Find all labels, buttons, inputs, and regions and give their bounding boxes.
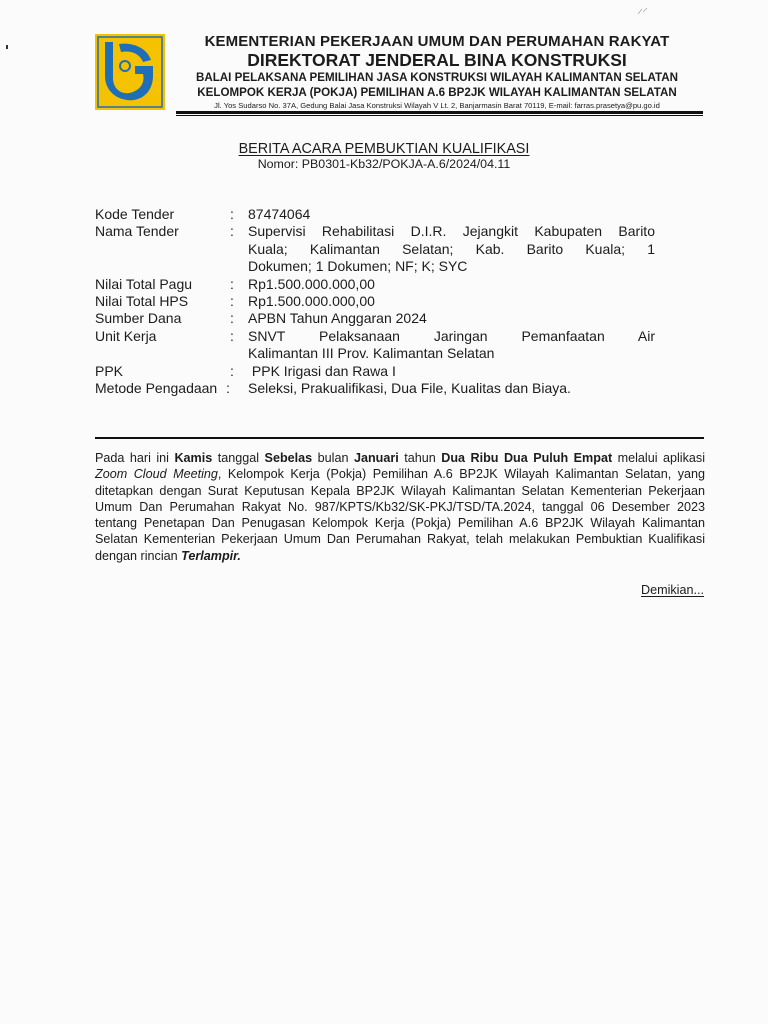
info-key: Kode Tender — [95, 206, 175, 222]
info-key: PPK — [95, 362, 124, 379]
info-value-line: SNVT Pelaksanaan Jaringan Pemanfaatan Air — [248, 327, 655, 344]
meeting-day: Kamis — [174, 451, 213, 465]
paragraph-text: melalui aplikasi — [612, 451, 706, 465]
info-separator: : — [230, 362, 234, 379]
info-value: Rp1.500.000.000,00 — [248, 275, 375, 292]
info-value — [248, 223, 655, 275]
pupr-logo-icon — [95, 34, 165, 110]
info-value-line: Supervisi Rehabilitasi D.I.R. Jejangkit Kabupaten Barito — [248, 223, 655, 240]
info-key: Nilai Total Pagu — [95, 275, 193, 292]
info-row — [95, 293, 655, 310]
meeting-app: Zoom Cloud Meeting — [95, 467, 218, 482]
info-separator: : — [230, 206, 234, 222]
info-row — [95, 363, 655, 380]
info-row — [95, 276, 655, 293]
info-value-line: Dokumen; 1 Dokumen; NF; K; SYC — [248, 258, 468, 275]
info-separator: : — [230, 223, 234, 240]
meeting-year: Dua Ribu Dua Puluh Empat — [441, 451, 613, 465]
info-separator: : — [226, 380, 230, 397]
info-key: Nama Tender — [95, 223, 179, 240]
document-heading: BERITA ACARA PEMBUKTIAN KUALIFIKASI — [238, 141, 530, 157]
document-number: Nomor: PB0301-Kb32/POKJA-A.6/2024/04.11 — [257, 157, 511, 171]
directorate-name: DIREKTORAT JENDERAL BINA KONSTRUKSI — [247, 50, 627, 70]
closing-text: Demikian... — [641, 583, 704, 597]
info-row — [95, 380, 655, 397]
letterhead-divider-thin — [176, 115, 703, 116]
working-group-name: KELOMPOK KERJA (POKJA) PEMILIHAN A.6 BP2JK WILAYAH KALIMANTAN SELATAN — [197, 86, 677, 99]
info-value-line: Kalimantan III Prov. Kalimantan Selatan — [248, 345, 495, 362]
paragraph-text: Pada hari ini — [95, 451, 175, 465]
paragraph-text: , Kelompok Kerja (Pokja) Pemilihan A.6 BP2JK Wilayah Kalimantan Selatan, yang ditetapkan dengan Surat Keputusan Kepala BP2JK Wilayah Kalimantan Selatan Kementerian Pekerjaan Umum Dan Perumahan Rakyat No. 987/KPTS/Kb32/SK-PKJ/TSD/TA.2024, tanggal 06 Desember 2023 tentang Penetapan Dan Penugasan Kelompok Kerja (Pokja) Pemilihan A.6 BP2JK Wilayah Kalimantan Selatan Kementerian Pekerjaan Umum Dan Perumahan Rakyat, telah melakukan Pembuktian Kualifikasi dengan rincian — [95, 467, 706, 563]
letterhead-divider — [176, 111, 703, 114]
attached-note: Terlampir. — [181, 548, 241, 563]
info-value: Seleksi, Prakualifikasi, Dua File, Kualitas dan Biaya. — [248, 380, 571, 397]
info-value: PPK Irigasi dan Rawa I — [248, 362, 396, 379]
info-value: Rp1.500.000.000,00 — [248, 293, 375, 310]
info-row — [95, 206, 655, 223]
info-value: 87474064 — [248, 206, 311, 222]
office-name: BALAI PELAKSANA PEMILIHAN JASA KONSTRUKSI WILAYAH KALIMANTAN SELATAN — [195, 71, 678, 84]
info-key: Unit Kerja — [95, 327, 157, 344]
info-value — [248, 328, 655, 363]
info-value: APBN Tahun Anggaran 2024 — [248, 310, 427, 327]
body-paragraph — [95, 450, 705, 564]
info-row — [95, 223, 655, 275]
scan-artifact-icon — [636, 6, 650, 16]
meeting-month: Januari — [353, 451, 399, 465]
info-key: Metode Pengadaan — [95, 380, 218, 397]
tender-info-table — [95, 206, 655, 397]
scan-speck — [6, 45, 8, 49]
letterhead — [172, 33, 702, 111]
info-separator: : — [230, 275, 234, 292]
paragraph-text: bulan — [312, 451, 354, 465]
info-row — [95, 328, 655, 363]
paragraph-text: tahun — [398, 451, 442, 465]
info-separator: : — [230, 293, 234, 310]
info-key: Nilai Total HPS — [95, 293, 189, 310]
info-separator: : — [230, 310, 234, 327]
info-value-line: Kuala; Kalimantan Selatan; Kab. Barito Kuala; 1 — [248, 240, 655, 257]
info-separator: : — [230, 327, 234, 344]
meeting-date: Sebelas — [264, 451, 313, 465]
office-address: Jl. Yos Sudarso No. 37A, Gedung Balai Jasa Konstruksi Wilayah V Lt. 2, Banjarmasin Barat 70119, E-mail: farras.prasetya@pu.go.id — [214, 101, 660, 110]
paragraph-text: tanggal — [212, 451, 265, 465]
info-row — [95, 310, 655, 327]
section-divider — [95, 437, 704, 439]
ministry-name: KEMENTERIAN PEKERJAAN UMUM DAN PERUMAHAN RAKYAT — [204, 33, 670, 50]
info-key: Sumber Dana — [95, 310, 182, 327]
